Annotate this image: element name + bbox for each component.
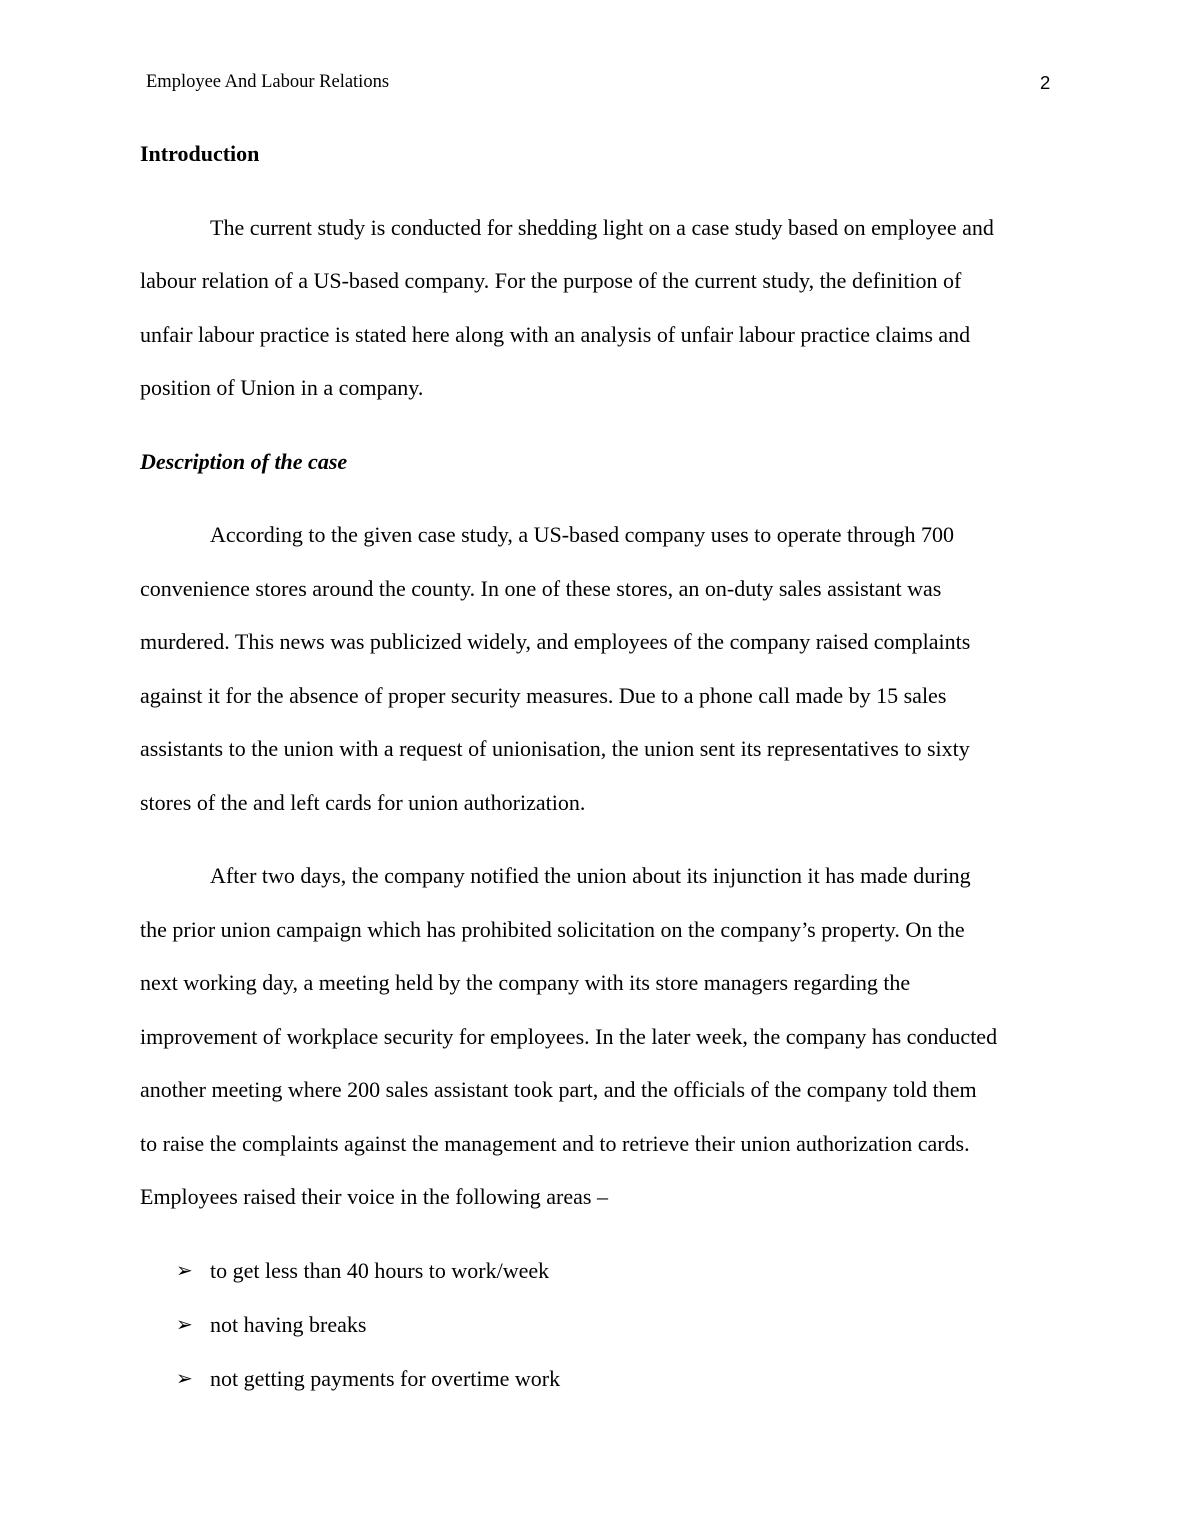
description-paragraph-2 [140, 849, 1070, 1224]
intro-paragraph [140, 201, 1070, 415]
text-line: to raise the complaints against the management and to retrieve their union authorization cards. [140, 1130, 970, 1156]
arrowhead-bullet-icon: ➢ [176, 1313, 193, 1336]
list-item [140, 1352, 1070, 1406]
arrowhead-bullet-icon: ➢ [176, 1367, 193, 1390]
text-line: After two days, the company notified the union about its injunction it has made during [210, 863, 971, 888]
text-line: assistants to the union with a request of unionisation, the union sent its representatives to sixty [140, 736, 970, 761]
text-line: murdered. This news was publicized widely, and employees of the company raised complaints [140, 629, 971, 654]
list-item-text: not having breaks [210, 1311, 367, 1337]
text-line: the prior union campaign which has prohibited solicitation on the company’s property. On the [140, 916, 965, 942]
text-line: labour relation of a US-based company. For the purpose of the current study, the definition of [140, 268, 962, 293]
complaints-list [140, 1244, 1070, 1406]
text-line: stores of the and left cards for union authorization. [140, 789, 586, 815]
heading-description: Description of the case [140, 448, 348, 474]
description-paragraph-1 [140, 508, 1070, 829]
heading-introduction: Introduction [140, 141, 260, 166]
text-line: another meeting where 200 sales assistant took part, and the officials of the company told them [140, 1077, 977, 1102]
arrowhead-bullet-icon: ➢ [176, 1259, 193, 1282]
text-line: against it for the absence of proper security measures. Due to a phone call made by 15 sales [140, 682, 947, 708]
list-item-text: not getting payments for overtime work [210, 1365, 561, 1391]
text-line: convenience stores around the county. In one of these stores, an on-duty sales assistant was [140, 575, 942, 601]
text-line: The current study is conducted for shedding light on a case study based on employee and [210, 214, 994, 240]
text-line: Employees raised their voice in the following areas – [140, 1184, 608, 1209]
text-line: improvement of workplace security for employees. In the later week, the company has conducted [140, 1023, 998, 1049]
text-line: next working day, a meeting held by the company with its store managers regarding the [140, 970, 911, 995]
text-line: unfair labour practice is stated here along with an analysis of unfair labour practice claims and [140, 321, 971, 347]
document-body [140, 127, 1070, 1406]
text-line: According to the given case study, a US-based company uses to operate through 700 [210, 522, 954, 547]
list-item-text: to get less than 40 hours to work/week [210, 1257, 550, 1283]
running-header: Employee And Labour Relations [146, 72, 390, 92]
text-line: position of Union in a company. [140, 375, 424, 400]
list-item [140, 1298, 1070, 1352]
page-number: 2 [1040, 72, 1051, 93]
list-item [140, 1244, 1070, 1298]
